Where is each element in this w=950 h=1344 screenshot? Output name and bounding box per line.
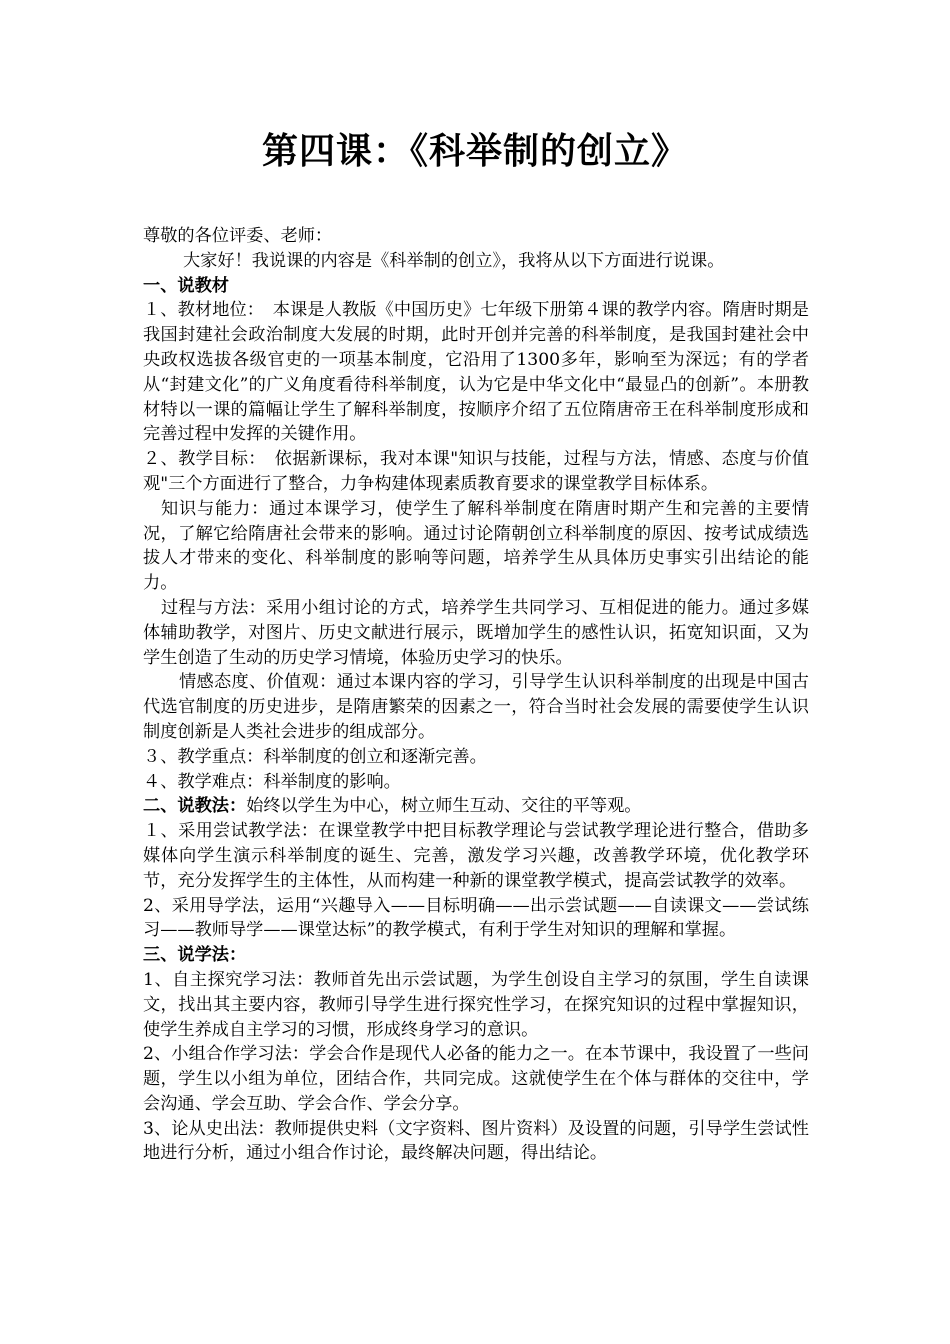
intro-paragraph: 大家好！我说课的内容是《科举制的创立》，我将从以下方面进行说课。 <box>183 250 725 271</box>
section-heading-methods-line <box>143 794 809 819</box>
section-heading-learning: 三、说学法： <box>143 945 247 966</box>
paragraph-knowledge-ability: 知识与能力：通过本课学习，使学生了解科举制度在隋唐时期产生和完善的主要情况，了解它给隋唐社会带来的影响。通过讨论隋朝创立科举制度的原因、按考试成绩选拔人才带来的变化、科举制度的影响等问题，培养学生从具体历史事实引出结论的能力。 <box>143 498 809 594</box>
greeting: 尊敬的各位评委、老师： <box>143 226 333 246</box>
paragraph-group-cooperation: 2、小组合作学习法：学会合作是现代人必备的能力之一。在本节课中，我设置了一些问题，学生以小组为单位，团结合作，共同完成。这就使学生在个体与群体的交往中，学会沟通、学会互助、学会合作、学会分享。 <box>143 1044 809 1114</box>
document-body <box>143 224 809 1166</box>
paragraph-trial-teaching: １、采用尝试教学法：在课堂教学中把目标教学理论与尝试教学理论进行整合，借助多媒体向学生演示科举制度的诞生、完善，激发学习兴趣，改善教学环境，优化教学环节，充分发挥学生的主体性，从而构建一种新的课堂教学模式，提高尝试教学的效率。 <box>143 821 809 891</box>
paragraph-emotion-values: 情感态度、价值观：通过本课内容的学习，引导学生认识科举制度的出现是中国古代选官制度的历史进步，是隋唐繁荣的因素之一，符合当时社会发展的需要使学生认识制度创新是人类社会进步的组成部分。 <box>143 672 809 742</box>
page-title: 第四课：《科举制的创立》 <box>261 131 688 172</box>
paragraph-guided-learning: 2、采用导学法，运用“兴趣导入——目标明确——出示尝试题——自读课文——尝试练习——教师导学——课堂达标”的教学模式，有利于学生对知识的理解和掌握。 <box>143 895 809 941</box>
section-heading-materials: 一、说教材 <box>143 275 229 296</box>
paragraph-teaching-goals: ２、教学目标： 依据新课标，我对本课"知识与技能，过程与方法，情感、态度与价值观"三个方面进行了整合，力争构建体现素质教育要求的课堂教学目标体系。 <box>143 449 809 494</box>
paragraph-self-inquiry: 1、自主探究学习法：教师首先出示尝试题，为学生创设自主学习的氛围，学生自读课文，找出其主要内容，教师引导学生进行探究性学习，在探究知识的过程中掌握知识，使学生养成自主学习的习惯，形成终身学习的意识。 <box>143 969 809 1040</box>
paragraph-process-method: 过程与方法：采用小组讨论的方式，培养学生共同学习、互相促进的能力。通过多媒体辅助教学，对图片、历史文献进行展示，既增加学生的感性认识，拓宽知识面，又为学生创造了生动的历史学习情境，体验历史学习的快乐。 <box>143 597 809 668</box>
paragraph-difficulty: ４、教学难点：科举制度的影响。 <box>143 771 401 792</box>
section-heading-methods: 二、说教法： <box>143 796 247 817</box>
paragraph-key-point: ３、教学重点：科举制度的创立和逐渐完善。 <box>143 746 487 767</box>
paragraph-material-position: １、教材地位： 本课是人教版《中国历史》七年级下册第４课的教学内容。隋唐时期是我国封建社会政治制度大发展的时期，此时开创并完善的科举制度，是我国封建社会中央政权选拔各级官吏的一项基本制度，它沿用了1300多年，影响至为深远；有的学者从“封建文化”的广义角度看待科举制度，认为它是中华文化中“最显凸的创新”。本册教材特以一课的篇幅让学生了解科举制度，按顺序介绍了五位隋唐帝王在科举制度形成和完善过程中发挥的关键作用。 <box>143 300 809 445</box>
section-methods-summary: 始终以学生为中心，树立师生互动、交往的平等观。 <box>246 796 642 817</box>
paragraph-history-evidence: 3、论从史出法：教师提供史料（文字资料、图片资料）及设置的问题，引导学生尝试性地进行分析，通过小组合作讨论，最终解决问题，得出结论。 <box>143 1118 809 1164</box>
